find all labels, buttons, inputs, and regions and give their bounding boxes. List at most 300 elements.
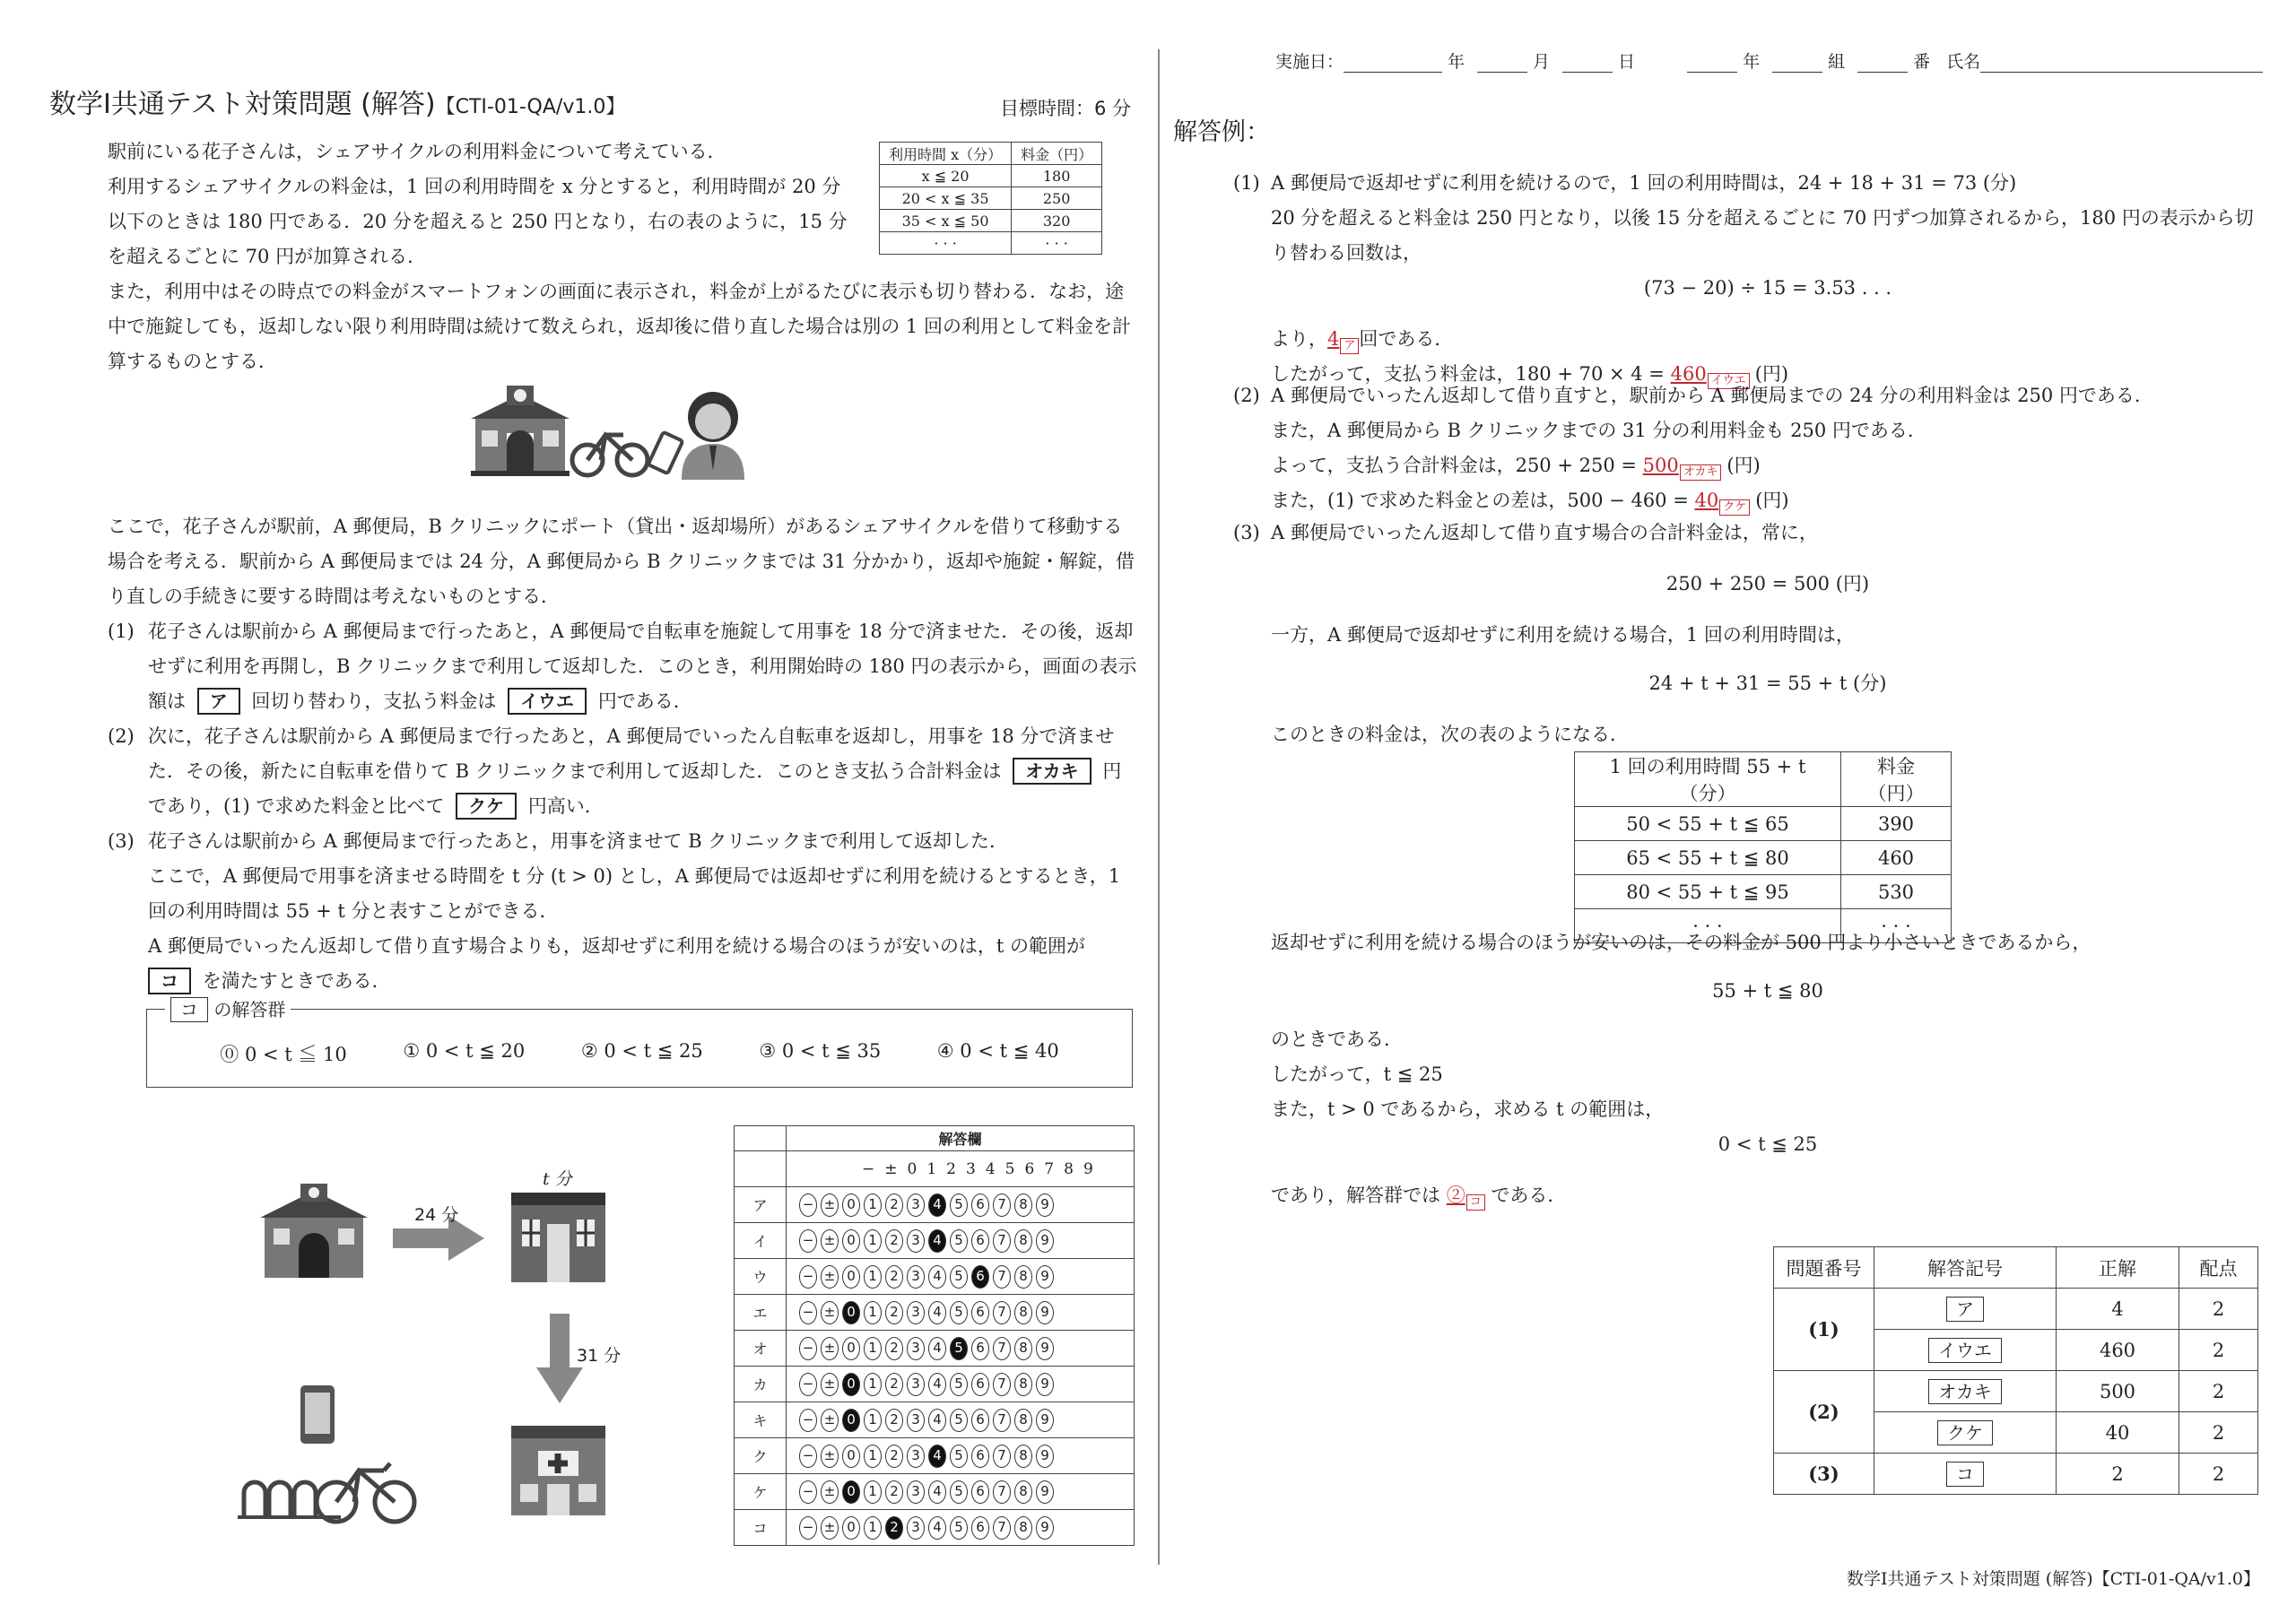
solution-2-line-3-b: (円)	[1726, 455, 1761, 476]
solution-2-line-4-b: (円)	[1755, 490, 1789, 511]
bicycle-icon	[572, 435, 648, 475]
year-label: 年	[1448, 52, 1465, 72]
solution-2-line-3	[1271, 448, 2265, 483]
answer-bubble[interactable]: 3	[907, 1516, 925, 1540]
station-icon	[260, 1184, 368, 1278]
grade-label: 年	[1743, 52, 1761, 72]
answer-bubble[interactable]: 3	[907, 1337, 925, 1360]
answer-bubble[interactable]: 7	[993, 1373, 1011, 1396]
answer-bubble[interactable]: 9	[1036, 1265, 1054, 1289]
solution-2-line-2: また，A 郵便局から B クリニックまでの 31 分の利用料金も 250 円である．	[1271, 420, 1926, 441]
answer-bubble[interactable]: 7	[993, 1193, 1011, 1217]
solution-1-line-1: A 郵便局で返却せずに利用を続けるので，1 回の利用時間は，24 + 18 + 31 = 73 (分)	[1271, 172, 2017, 194]
intro-line-2: 利用するシェアサイクルの料金は，1 回の利用時間を x 分とすると，利用時間が 20 分以下のときは 180 円である．20 分を超えると 250 円となり，右の表のように，15 分を超えるごとに 70 円が加算される．	[108, 176, 848, 267]
name-field[interactable]	[1980, 53, 2263, 73]
answer-bubble[interactable]: 4	[928, 1301, 946, 1324]
answer-bubble[interactable]: −	[799, 1337, 817, 1360]
day-label: 日	[1618, 52, 1636, 72]
question-2-text-c: 円高い．	[527, 795, 604, 817]
answer-row-label: ク	[735, 1438, 787, 1474]
solution-3-line-7: また，t > 0 であるから，求める t の範囲は，	[1271, 1098, 1665, 1120]
smartphone-icon	[300, 1385, 335, 1444]
answer-bubble[interactable]: 7	[993, 1265, 1011, 1289]
answer-bubble[interactable]: 3	[907, 1480, 925, 1504]
answer-bubble[interactable]: 6	[971, 1373, 989, 1396]
solution-3-equation-2: 24 + t + 31 = 55 + t (分)	[1648, 673, 1887, 694]
fee-table	[879, 142, 1102, 255]
digit-label: 0	[907, 1159, 927, 1178]
answer-sheet-row	[735, 1510, 1135, 1546]
answer-bubble[interactable]: 4	[928, 1409, 946, 1432]
answer-row-label: ケ	[735, 1474, 787, 1510]
answer-bubbles	[787, 1474, 1135, 1510]
answer-bubble[interactable]: 4	[928, 1193, 946, 1217]
solution-2-line-4-a: また，(1) で求めた料金との差は，500 − 460 =	[1271, 490, 1695, 511]
answer-bubble[interactable]: 8	[1014, 1480, 1032, 1504]
answer-bubble[interactable]: −	[799, 1516, 817, 1540]
choice-3[interactable]: ③ 0 < t ≦ 35	[759, 1040, 882, 1062]
answer-bubble[interactable]: 2	[885, 1301, 903, 1324]
answer-bubble[interactable]: 2	[885, 1480, 903, 1504]
answer-row-label: イ	[735, 1223, 787, 1259]
answer-box-a[interactable]: ア	[197, 688, 240, 715]
answer-bubble[interactable]: 9	[1036, 1409, 1054, 1432]
class-field[interactable]	[1772, 53, 1822, 73]
divider	[1158, 49, 1160, 1565]
score-table-header: 問題番号	[1774, 1247, 1874, 1289]
answer-bubble[interactable]: 8	[1014, 1229, 1032, 1253]
question-3-text-b: ここで，A 郵便局で用事を済ませる時間を t 分 (t > 0) とし，A 郵便局では返却せずに利用を続けるとするとき，1 回の利用時間は 55 + t 分と表すことができる．	[148, 865, 1121, 922]
answer-bubble[interactable]: ±	[821, 1516, 839, 1540]
answer-bubble[interactable]: 6	[971, 1301, 989, 1324]
answer-row-label: ウ	[735, 1259, 787, 1295]
answer-bubbles	[787, 1223, 1135, 1259]
answer-bubble[interactable]: 1	[864, 1445, 882, 1468]
label-t-minutes: t 分	[543, 1169, 572, 1189]
answer-bubble[interactable]: 2	[885, 1445, 903, 1468]
answer-bubble[interactable]: −	[799, 1373, 817, 1396]
choices-legend-box: コ	[170, 997, 208, 1022]
answer-bubble[interactable]: 7	[993, 1480, 1011, 1504]
answer-bubble[interactable]: 5	[950, 1337, 968, 1360]
answer-bubble[interactable]: ±	[821, 1480, 839, 1504]
question-1	[108, 614, 1139, 719]
person-icon	[682, 392, 744, 480]
answer-bubble[interactable]: −	[799, 1265, 817, 1289]
answer-bubble[interactable]: 9	[1036, 1301, 1054, 1324]
answer-bubble[interactable]: −	[799, 1301, 817, 1324]
question-3-number: (3)	[108, 830, 135, 852]
answer-bubble[interactable]: 0	[842, 1337, 860, 1360]
answer-bubble[interactable]: −	[799, 1229, 817, 1253]
fee-table-cell: 20 < x ≦ 35	[880, 187, 1012, 210]
solution-fee-table-cell: 390	[1841, 807, 1952, 841]
solution-heading: 解答例：	[1173, 118, 1270, 146]
solution-1-line-3-b: 回である．	[1359, 328, 1454, 350]
answer-bubble[interactable]: 0	[842, 1516, 860, 1540]
answer-bubble[interactable]: 5	[950, 1193, 968, 1217]
footer: 数学Ⅰ共通テスト対策問題 (解答)【CTI-01-QA/v1.0】	[1847, 1569, 2260, 1589]
answer-bubble[interactable]: −	[799, 1480, 817, 1504]
submission-form	[1275, 48, 2263, 73]
answer-bubble[interactable]: 6	[971, 1480, 989, 1504]
score-answer: 4	[2057, 1289, 2179, 1330]
solution-2-tag-okaki: オカキ	[1680, 464, 1722, 481]
answer-bubble[interactable]: ±	[821, 1193, 839, 1217]
post-office-icon	[511, 1193, 605, 1282]
solution-1-line-3-a: より，	[1271, 328, 1327, 350]
solution-2-answer-okaki: 500	[1642, 455, 1679, 476]
answer-bubble[interactable]: 5	[950, 1445, 968, 1468]
answer-bubble[interactable]: 0	[842, 1229, 860, 1253]
answer-bubble[interactable]: 5	[950, 1480, 968, 1504]
fee-table-cell: 180	[1012, 165, 1102, 187]
answer-bubble[interactable]: 8	[1014, 1409, 1032, 1432]
solution-3-line-8	[1271, 1178, 2265, 1213]
digit-label: 4	[985, 1159, 1005, 1178]
answer-box-okaki[interactable]: オカキ	[1013, 758, 1091, 785]
answer-bubble[interactable]: 7	[993, 1301, 1011, 1324]
solution-1-equation: (73 − 20) ÷ 15 = 3.53 . . .	[1643, 277, 1892, 299]
solution-3-number: (3)	[1233, 522, 1260, 543]
score-question-number: (3)	[1774, 1454, 1874, 1495]
answer-bubble[interactable]: 3	[907, 1301, 925, 1324]
score-table	[1773, 1246, 2258, 1495]
setup-paragraph: ここで，花子さんが駅前，A 郵便局，B クリニックにポート（貸出・返却場所）があるシェアサイクルを借りて移動する場合を考える．駅前から A 郵便局までは 24 分，A 郵便局から B クリニックまでは 31 分かかり，返却や施錠・解錠，借り直しの手続きに要する時間は考えないものとする．	[108, 516, 1135, 607]
answer-bubble[interactable]: 2	[885, 1193, 903, 1217]
answer-bubbles	[787, 1295, 1135, 1331]
score-symbol-cell	[1874, 1454, 2057, 1495]
score-symbol: クケ	[1937, 1420, 1993, 1445]
digit-label: 5	[1004, 1159, 1025, 1178]
digit-label: 2	[946, 1159, 966, 1178]
answer-sheet-row	[735, 1438, 1135, 1474]
answer-sheet	[734, 1125, 1135, 1546]
year-field[interactable]	[1344, 53, 1442, 73]
answer-box-ko[interactable]: コ	[148, 968, 191, 994]
score-points: 2	[2179, 1454, 2258, 1495]
answer-bubble[interactable]: ±	[821, 1265, 839, 1289]
answer-bubble[interactable]: 9	[1036, 1193, 1054, 1217]
class-label: 組	[1828, 52, 1846, 72]
answer-bubble[interactable]: 6	[971, 1409, 989, 1432]
answer-bubble[interactable]: 0	[842, 1480, 860, 1504]
answer-bubble[interactable]: 7	[993, 1516, 1011, 1540]
solution-fee-table-cell: 80 < 55 + t ≦ 95	[1575, 875, 1841, 909]
digit-label: 6	[1024, 1159, 1045, 1178]
answer-bubble[interactable]: 9	[1036, 1516, 1054, 1540]
solution-fee-table-cell: 530	[1841, 875, 1952, 909]
score-symbol: イウエ	[1928, 1338, 2002, 1363]
solution-2	[1233, 378, 2265, 518]
score-symbol-cell	[1874, 1412, 2057, 1454]
score-question-number: (2)	[1774, 1371, 1874, 1454]
question-1-number: (1)	[108, 621, 135, 642]
answer-bubble[interactable]: 1	[864, 1480, 882, 1504]
answer-sheet-row	[735, 1295, 1135, 1331]
intro-paragraph-3: また，利用中はその時点での料金がスマートフォンの画面に表示され，料金が上がるたびに表示も切り替わる．なお，途中で施錠しても，返却しない限り利用時間は続けて数えられ，返却後に借り直した場合は別の 1 回の利用として料金を計算するものとする．	[108, 281, 1131, 372]
score-table-header: 解答記号	[1874, 1247, 2057, 1289]
answer-box-kuke[interactable]: クケ	[456, 793, 517, 820]
fee-table-cell: · · ·	[880, 232, 1012, 255]
answer-bubble[interactable]: 8	[1014, 1337, 1032, 1360]
score-symbol: コ	[1946, 1462, 1984, 1487]
answer-bubble[interactable]: 0	[842, 1193, 860, 1217]
score-points: 2	[2179, 1412, 2258, 1454]
answer-bubble[interactable]: 9	[1036, 1337, 1054, 1360]
answer-bubble[interactable]: 4	[928, 1337, 946, 1360]
answer-bubble[interactable]: 4	[928, 1516, 946, 1540]
answer-bubble[interactable]: −	[799, 1409, 817, 1432]
solution-1-tag-a: ア	[1340, 338, 1359, 354]
answer-bubble[interactable]: 6	[971, 1516, 989, 1540]
number-field[interactable]	[1857, 53, 1908, 73]
solution-3-equation-1: 250 + 250 = 500 (円)	[1665, 573, 1870, 595]
bicycle-icon	[317, 1463, 414, 1522]
answer-bubble[interactable]: ±	[821, 1229, 839, 1253]
answer-bubble[interactable]: 4	[928, 1445, 946, 1468]
answer-bubble[interactable]: 1	[864, 1229, 882, 1253]
answer-bubbles	[787, 1331, 1135, 1367]
answer-row-label: キ	[735, 1402, 787, 1438]
answer-bubble[interactable]: 2	[885, 1516, 903, 1540]
answer-sheet-row	[735, 1331, 1135, 1367]
solution-1-line-2: 20 分を超えると料金は 250 円となり，以後 15 分を超えるごとに 70 円ずつ加算されるから，180 円の表示から切り替わる回数は，	[1271, 207, 2254, 264]
answer-bubble[interactable]: 0	[842, 1265, 860, 1289]
answer-bubble[interactable]: ±	[821, 1409, 839, 1432]
digit-label: −	[862, 1159, 885, 1178]
question-2	[108, 719, 1139, 824]
answer-bubble[interactable]: 4	[928, 1229, 946, 1253]
solution-1-answer-iue: 460	[1670, 363, 1707, 385]
answer-bubble[interactable]: 0	[842, 1301, 860, 1324]
digit-label: ±	[884, 1159, 908, 1178]
answer-bubble[interactable]: ±	[821, 1301, 839, 1324]
digit-label: 7	[1044, 1159, 1065, 1178]
title-code: 【CTI-01-QA/v1.0】	[435, 96, 626, 118]
solution-3-equation-3: 55 + t ≦ 80	[1712, 980, 1823, 1002]
answer-bubbles	[787, 1402, 1135, 1438]
answer-row-label: カ	[735, 1367, 787, 1402]
answer-bubble[interactable]: 1	[864, 1193, 882, 1217]
solution-1-tag-iue: イウエ	[1708, 373, 1750, 389]
answer-bubble[interactable]: 5	[950, 1265, 968, 1289]
digit-header	[787, 1151, 1135, 1187]
question-1-text-c: 円である．	[597, 690, 692, 712]
illustration-station-bike-person	[471, 381, 771, 480]
question-2-text-b: 円であり，(1) で求めた料金と比べて	[148, 760, 1122, 817]
question-3-text-d: を満たすときである．	[202, 970, 391, 992]
solution-3-line-8-a: であり，解答群では	[1271, 1185, 1447, 1206]
smartphone-icon	[648, 432, 683, 473]
intro-line-1: 駅前にいる花子さんは，シェアサイクルの利用料金について考えている．	[108, 141, 726, 162]
answer-bubble[interactable]: 6	[971, 1445, 989, 1468]
answer-box-iue[interactable]: イウエ	[508, 688, 587, 715]
solution-3-line-6: したがって，t ≦ 25	[1271, 1063, 1443, 1085]
month-label: 月	[1533, 52, 1551, 72]
answer-bubble[interactable]: 0	[842, 1409, 860, 1432]
solution-fee-table-header: 料金（円）	[1841, 752, 1952, 807]
solution-3-equation-4: 0 < t ≦ 25	[1718, 1133, 1818, 1155]
answer-bubble[interactable]: 3	[907, 1409, 925, 1432]
answer-bubble[interactable]: 9	[1036, 1373, 1054, 1396]
answer-bubbles	[787, 1187, 1135, 1223]
answer-bubble[interactable]: 8	[1014, 1445, 1032, 1468]
answer-bubbles	[787, 1510, 1135, 1546]
answer-bubble[interactable]: 0	[842, 1373, 860, 1396]
solution-2-answer-kuke: 40	[1694, 490, 1719, 511]
question-2-number: (2)	[108, 725, 135, 747]
answer-bubble[interactable]: 4	[928, 1373, 946, 1396]
score-points: 2	[2179, 1330, 2258, 1371]
answer-bubble[interactable]: 8	[1014, 1265, 1032, 1289]
answer-bubble[interactable]: 3	[907, 1373, 925, 1396]
date-label: 実施日：	[1275, 52, 1344, 72]
answer-bubble[interactable]: 8	[1014, 1516, 1032, 1540]
target-time: 目標時間：6 分	[1000, 98, 1132, 119]
answer-sheet-row	[735, 1402, 1135, 1438]
answer-bubble[interactable]: 3	[907, 1265, 925, 1289]
solution-3-line-1: A 郵便局でいったん返却して借り直す場合の合計料金は，常に，	[1271, 522, 1818, 543]
choices-legend-text: の解答群	[213, 999, 286, 1020]
month-field[interactable]	[1477, 53, 1527, 73]
answer-bubble[interactable]: −	[799, 1193, 817, 1217]
answer-bubble[interactable]: ±	[821, 1445, 839, 1468]
solution-fee-table-cell: 460	[1841, 841, 1952, 875]
question-1-text-a: 花子さんは駅前から A 郵便局まで行ったあと，A 郵便局で自転車を施錠して用事を 18 分で済ませた．その後，返却せずに利用を再開し，B クリニックまで利用して返却した．このとき，利用開始時の 180 円の表示から，画面の表示額は	[148, 621, 1137, 712]
score-answer: 460	[2057, 1330, 2179, 1371]
choices-frame	[146, 999, 1133, 1088]
answer-bubble[interactable]: 7	[993, 1409, 1011, 1432]
fee-table-header: 利用時間 x（分）	[880, 143, 1012, 165]
answer-bubble[interactable]: 5	[950, 1516, 968, 1540]
solution-2-line-3-a: よって，支払う合計料金は，250 + 250 =	[1271, 455, 1643, 476]
score-question-number: (1)	[1774, 1289, 1874, 1371]
solution-1-line-4-a: したがって，支払う料金は，180 + 70 × 4 =	[1271, 363, 1671, 385]
answer-row-label: コ	[735, 1510, 787, 1546]
answer-row-label: ア	[735, 1187, 787, 1223]
solution-fee-table-cell: 50 < 55 + t ≦ 65	[1575, 807, 1841, 841]
fee-table-header: 料金（円）	[1012, 143, 1102, 165]
answer-bubble[interactable]: 4	[928, 1265, 946, 1289]
fee-table-cell: · · ·	[1012, 232, 1102, 255]
intro-paragraph	[108, 135, 857, 274]
answer-bubble[interactable]: 2	[885, 1229, 903, 1253]
choice-1[interactable]: ① 0 < t ≦ 20	[403, 1040, 526, 1062]
question-3	[108, 824, 1139, 999]
answer-bubble[interactable]: 1	[864, 1265, 882, 1289]
question-3-text-a: 花子さんは駅前から A 郵便局まで行ったあと，用事を済ませて B クリニックまで利用して返却した．	[148, 830, 1009, 852]
answer-bubble[interactable]: 9	[1036, 1480, 1054, 1504]
choices-legend	[165, 995, 291, 1022]
answer-bubble[interactable]: 3	[907, 1445, 925, 1468]
solution-3-tag-ko: コ	[1466, 1194, 1485, 1211]
answer-sheet-row	[735, 1223, 1135, 1259]
clinic-icon	[511, 1426, 605, 1515]
answer-bubble[interactable]: 4	[928, 1480, 946, 1504]
answer-bubble[interactable]: 9	[1036, 1229, 1054, 1253]
solution-1-line-3	[1271, 322, 2265, 357]
solution-fee-table-cell: · · ·	[1575, 909, 1841, 943]
answer-bubble[interactable]: 5	[950, 1409, 968, 1432]
digit-label: 1	[926, 1159, 947, 1178]
answer-bubble[interactable]: 6	[971, 1265, 989, 1289]
question-1-text-b: 回切り替わり，支払う料金は	[251, 690, 497, 712]
solution-3-line-4: 返却せずに利用を続ける場合のほうが安いのは，その料金が 500 円より小さいときであるから，	[1271, 932, 2092, 953]
answer-bubble[interactable]: ±	[821, 1373, 839, 1396]
answer-bubble[interactable]: 1	[864, 1301, 882, 1324]
answer-bubble[interactable]: 8	[1014, 1301, 1032, 1324]
answer-bubble[interactable]: 5	[950, 1301, 968, 1324]
score-table-header: 配点	[2179, 1247, 2258, 1289]
answer-bubble[interactable]: 6	[971, 1337, 989, 1360]
answer-bubble[interactable]: 2	[885, 1265, 903, 1289]
answer-bubble[interactable]: 6	[971, 1193, 989, 1217]
answer-row-label: エ	[735, 1295, 787, 1331]
question-2-text-a: 次に，花子さんは駅前から A 郵便局まで行ったあと，A 郵便局でいったん自転車を返却し，用事を 18 分で済ませた．その後，新たに自転車を借りて B クリニックまで利用して返却した．このとき支払う合計料金は	[148, 725, 1115, 782]
answer-bubble[interactable]: 3	[907, 1193, 925, 1217]
solution-1-line-4-b: (円)	[1754, 363, 1789, 385]
title-text: 数学Ⅰ共通テスト対策問題 (解答)	[49, 89, 436, 120]
score-points: 2	[2179, 1371, 2258, 1412]
answer-bubble[interactable]: 2	[885, 1373, 903, 1396]
answer-bubble[interactable]: 0	[842, 1445, 860, 1468]
answer-bubble[interactable]: 1	[864, 1337, 882, 1360]
answer-sheet-row	[735, 1187, 1135, 1223]
answer-bubble[interactable]: 2	[885, 1409, 903, 1432]
grade-field[interactable]	[1687, 53, 1737, 73]
choice-4[interactable]: ④ 0 < t ≦ 40	[936, 1040, 1059, 1062]
answer-bubble[interactable]: 8	[1014, 1373, 1032, 1396]
solution-3-line-3: このときの料金は，次の表のようになる．	[1271, 724, 1629, 745]
answer-bubble[interactable]: 7	[993, 1445, 1011, 1468]
choice-list	[147, 1040, 1132, 1067]
answer-bubble[interactable]: 9	[1036, 1445, 1054, 1468]
answer-bubble[interactable]: 3	[907, 1229, 925, 1253]
solution-fee-table-cell: · · ·	[1841, 909, 1952, 943]
answer-bubble[interactable]: 2	[885, 1337, 903, 1360]
answer-bubble[interactable]: −	[799, 1445, 817, 1468]
solution-3-continued	[1271, 925, 2265, 1213]
solution-3-line-8-b: である．	[1484, 1185, 1567, 1206]
answer-bubble[interactable]: 5	[950, 1373, 968, 1396]
answer-bubble[interactable]: 1	[864, 1373, 882, 1396]
score-symbol-cell	[1874, 1371, 2057, 1412]
station-icon	[471, 386, 570, 476]
answer-bubble[interactable]: 1	[864, 1516, 882, 1540]
answer-bubble[interactable]: 6	[971, 1229, 989, 1253]
day-field[interactable]	[1562, 53, 1613, 73]
label-31-minutes: 31 分	[577, 1346, 622, 1366]
solution-3-line-2: 一方，A 郵便局で返却せずに利用を続ける場合，1 回の利用時間は，	[1271, 624, 1855, 646]
answer-bubble[interactable]: 7	[993, 1229, 1011, 1253]
answer-bubble[interactable]: 7	[993, 1337, 1011, 1360]
solution-2-tag-kuke: クケ	[1719, 499, 1750, 516]
answer-bubble[interactable]: ±	[821, 1337, 839, 1360]
solution-1-answer-a: 4	[1327, 328, 1340, 350]
choice-2[interactable]: ② 0 < t ≦ 25	[580, 1040, 703, 1062]
solution-2-line-1: A 郵便局でいったん返却して借り直すと，駅前から A 郵便局までの 24 分の利用料金は 250 円である．	[1271, 385, 2153, 406]
solution-3-answer-ko: ②	[1446, 1185, 1465, 1206]
score-answer: 40	[2057, 1412, 2179, 1454]
answer-bubble[interactable]: 5	[950, 1229, 968, 1253]
score-table-header: 正解	[2057, 1247, 2179, 1289]
score-points: 2	[2179, 1289, 2258, 1330]
choice-0[interactable]: ⓪ 0 < t ≦ 10	[220, 1044, 347, 1065]
answer-bubble[interactable]: 1	[864, 1409, 882, 1432]
fee-table-cell: 250	[1012, 187, 1102, 210]
answer-bubble[interactable]: 8	[1014, 1193, 1032, 1217]
